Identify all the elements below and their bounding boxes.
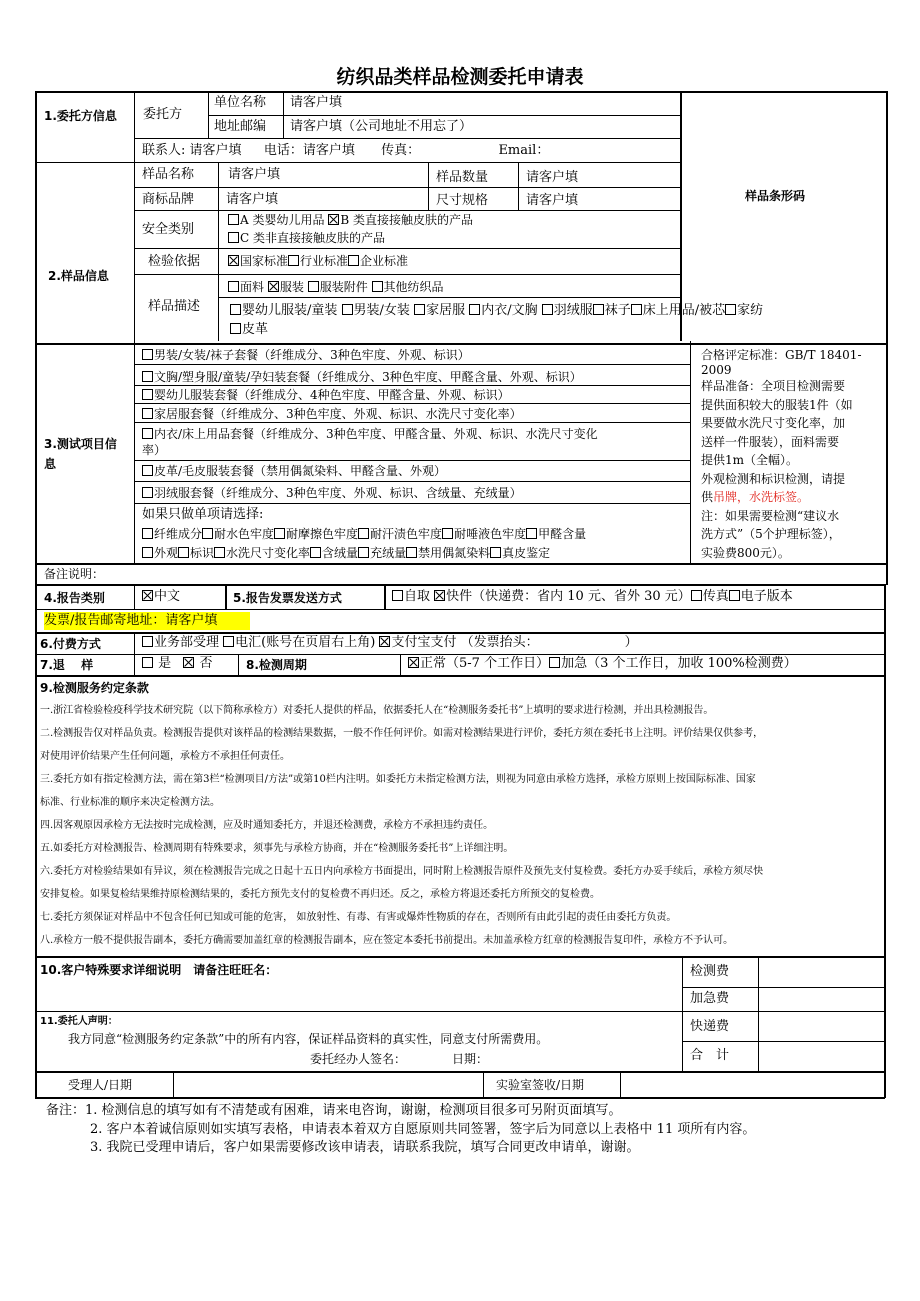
desc-baby-label: 婴幼儿服装/童装 xyxy=(242,303,338,318)
remark-box xyxy=(35,563,888,585)
basis-enterprise-checkbox[interactable] xyxy=(348,255,359,266)
inspection-basis-label: 检验依据 xyxy=(148,254,201,269)
basis-national-checkbox[interactable] xyxy=(228,255,239,266)
invoice-title-label: （发票抬头： xyxy=(460,635,539,650)
unit-name-label: 单位名称 xyxy=(214,95,267,110)
signature-label: 委托经办人签名： xyxy=(310,1052,407,1066)
safety-c-label: C 类非直接接触皮肤的产品 xyxy=(240,231,385,245)
single-azo-checkbox[interactable] xyxy=(406,547,417,558)
sample-desc-row-2 xyxy=(230,303,763,319)
desc-fabric-label: 面料 xyxy=(240,280,265,294)
payment-options xyxy=(142,635,638,651)
size-spec-label: 尺寸规格 xyxy=(436,193,489,208)
package-row-5-tail: 率） xyxy=(142,443,167,457)
brand-label: 商标品牌 xyxy=(142,192,195,207)
package-row-3 xyxy=(142,387,510,403)
package-7-checkbox[interactable] xyxy=(142,487,153,498)
package-2-label: 文胸/塑身服/童装/孕妇装套餐（纤维成分、3种色牢度、甲醛含量、外观、标识） xyxy=(154,370,582,384)
desc-socks-label: 袜子 xyxy=(604,303,631,318)
single-fiber-label: 纤维成分 xyxy=(154,527,203,541)
note-line: 提供面积较大的服装1件（如 xyxy=(701,397,853,412)
remark-label: 备注说明： xyxy=(44,567,105,581)
single-appearance-checkbox[interactable] xyxy=(142,547,153,558)
send-method-heading: 5.报告发票发送方式 xyxy=(233,591,342,605)
declaration-sign-row xyxy=(310,1051,488,1067)
footnote-2: 2. 客户本着诚信原则如实填写表格，申请表本着双方自愿原则共同签署，签字后为同意以上表格中 11 项所有内容。 xyxy=(90,1122,756,1137)
desc-men-women-label: 男装/女装 xyxy=(353,303,410,318)
address-value[interactable]: 请客户填（公司地址不用忘了） xyxy=(290,119,473,134)
single-formaldehyde-label: 甲醛含量 xyxy=(538,527,587,541)
single-rubbing-label: 耐摩擦色牢度 xyxy=(286,527,359,541)
desc-textile-checkbox[interactable] xyxy=(725,304,736,315)
single-fill-checkbox[interactable] xyxy=(358,547,369,558)
terms-line: 四.因客观原因承检方无法按时完成检测，应及时通知委托方，并退还检测费，承检方不承担违约责任。 xyxy=(40,820,494,831)
package-3-checkbox[interactable] xyxy=(142,389,153,400)
single-shrink-checkbox[interactable] xyxy=(214,547,225,558)
send-self-label: 自取 xyxy=(404,589,431,604)
note-line: 合格评定标准：GB/T 18401- xyxy=(701,348,862,362)
test-period-options xyxy=(408,656,797,672)
desc-other-checkbox[interactable] xyxy=(372,281,383,292)
terms-heading: 9.检测服务约定条款 xyxy=(40,681,149,695)
send-method-options xyxy=(392,589,793,605)
desc-accessory-checkbox[interactable] xyxy=(308,281,319,292)
send-electronic-checkbox[interactable] xyxy=(729,590,740,601)
note-line: 注：如果需要检测“建议水 xyxy=(701,508,840,523)
package-7-label: 羽绒服套餐（纤维成分、3种色牢度、外观、标识、含绒量、充绒量） xyxy=(154,486,522,500)
single-label-label: 标识 xyxy=(190,546,215,560)
receiver-label: 受理人/日期 xyxy=(68,1078,133,1092)
desc-accessory-label: 服装附件 xyxy=(319,280,368,294)
report-chinese-label: 中文 xyxy=(154,589,181,604)
report-chinese-checkbox[interactable] xyxy=(142,590,153,601)
period-normal-label: 正常（5-7 个工作日） xyxy=(420,656,550,671)
note-provide: 供 xyxy=(701,490,714,504)
package-row-2 xyxy=(142,369,582,385)
invoice-title-close: ） xyxy=(624,635,638,650)
mail-address[interactable]: 发票/报告邮寄地址：请客户填 xyxy=(44,613,218,628)
section-1-heading: 1.委托方信息 xyxy=(44,109,117,123)
basis-national-label: 国家标准 xyxy=(240,254,289,268)
single-item-row-1 xyxy=(142,526,586,542)
note-line xyxy=(701,488,881,507)
return-no-checkbox[interactable] xyxy=(183,657,194,668)
single-down-content-label: 含绒量 xyxy=(322,546,359,560)
phone-label: 电话： xyxy=(263,143,303,158)
send-fax-label: 传真 xyxy=(702,589,729,604)
sample-name-label: 样品名称 xyxy=(142,167,195,182)
desc-textile-label: 家纺 xyxy=(737,303,764,318)
footnote-1: 备注：1. 检测信息的填写如有不清楚或有困难，请来电咨询，谢谢，检测项目很多可另附页面填写。 xyxy=(46,1103,622,1118)
test-period-heading: 8.检测周期 xyxy=(246,658,307,672)
note-line: 洗方式”（5个护理标签）， xyxy=(701,527,841,541)
contact-label: 联系人: xyxy=(142,143,186,158)
form-title: 纺织品类样品检测委托申请表 xyxy=(336,66,584,88)
desc-men-women-checkbox[interactable] xyxy=(342,304,353,315)
desc-other-label: 其他纺织品 xyxy=(383,280,444,294)
return-sample-heading: 7.退 样 xyxy=(40,658,94,672)
unit-name-value[interactable]: 请客户填 xyxy=(290,95,343,110)
package-4-checkbox[interactable] xyxy=(142,408,153,419)
terms-line: 安排复检。如果复检结果维持原检测结果的，委托方预先支付的复检费不再归还。反之，承检方将退还委托方所预交的复检费。 xyxy=(40,889,600,900)
terms-line: 标准、行业标准的顺序来决定检测方法。 xyxy=(40,797,220,808)
package-row-4 xyxy=(142,406,522,422)
package-1-label: 男装/女装/袜子套餐（纤维成分、3种色牢度、外观、标识） xyxy=(154,348,470,362)
single-saliva-label: 耐唾液色牢度 xyxy=(454,527,527,541)
sample-desc-row-1 xyxy=(228,279,444,295)
single-sweat-label: 耐汗渍色牢度 xyxy=(370,527,443,541)
note-line: 样品准备：全项目检测需要 xyxy=(701,379,846,393)
barcode-label: 样品条形码 xyxy=(745,189,806,203)
period-urgent-checkbox[interactable] xyxy=(549,657,560,668)
safety-row-1 xyxy=(228,212,473,228)
single-item-row-2 xyxy=(142,545,550,561)
safety-a-label: A 类婴幼儿用品 xyxy=(240,213,325,227)
desc-garment-label: 服装 xyxy=(279,280,304,294)
basis-industry-checkbox[interactable] xyxy=(288,255,299,266)
package-5-checkbox[interactable] xyxy=(142,428,153,439)
package-5-label: 内衣/床上用品套餐（纤维成分、3种色牢度、甲醛含量、外观、标识、水洗尺寸变化 xyxy=(154,427,598,441)
lab-sign-label: 实验室签收/日期 xyxy=(496,1078,585,1092)
basis-enterprise-label: 企业标准 xyxy=(360,254,409,268)
return-yes-checkbox[interactable] xyxy=(142,657,153,668)
package-1-checkbox[interactable] xyxy=(142,349,153,360)
single-label-checkbox[interactable] xyxy=(178,547,189,558)
size-spec-value[interactable]: 请客户填 xyxy=(526,193,579,208)
package-row-7 xyxy=(142,485,522,501)
sign-date-label: 日期： xyxy=(452,1052,489,1066)
basis-industry-label: 行业标准 xyxy=(300,254,349,268)
special-request-heading: 10.客户特殊要求详细说明 请备注旺旺名： xyxy=(40,963,278,977)
return-yes-label: 是 xyxy=(158,656,172,671)
safety-row-2 xyxy=(228,230,385,246)
desc-garment-checkbox[interactable] xyxy=(268,281,279,292)
address-label: 地址邮编 xyxy=(214,119,267,134)
pay-wire-label: 电汇(账号在页眉右上角) xyxy=(235,635,376,650)
sample-qty-label: 样品数量 xyxy=(436,170,489,185)
report-type-heading: 4.报告类别 xyxy=(44,591,105,605)
desc-down-checkbox[interactable] xyxy=(542,304,553,315)
desc-down-label: 羽绒服 xyxy=(553,303,593,318)
test-notes xyxy=(701,347,881,562)
safety-b-label: B 类直接接触皮肤的产品 xyxy=(340,213,473,227)
pay-alipay-label: 支付宝支付 xyxy=(391,635,457,650)
desc-bedding-checkbox[interactable] xyxy=(631,304,642,315)
desc-homewear-label: 家居服 xyxy=(426,303,466,318)
sample-qty-value[interactable]: 请客户填 xyxy=(526,170,579,185)
terms-line: 对使用评价结果产生任何问题，承检方不承担任何责任。 xyxy=(40,751,290,762)
desc-socks-checkbox[interactable] xyxy=(593,304,604,315)
terms-line: 一.浙江省检验检疫科学技术研究院（以下简称承检方）对委托人提供的样品，依据委托人在“检测服务委托书”上填明的要求进行检测，并出具检测报告。 xyxy=(40,705,714,716)
pay-wire-checkbox[interactable] xyxy=(223,636,234,647)
single-saliva-checkbox[interactable] xyxy=(442,528,453,539)
note-line: 提供1m（全幅）。 xyxy=(701,453,799,467)
email-label: Email： xyxy=(498,143,550,158)
single-leather-label: 真皮鉴定 xyxy=(502,546,551,560)
safety-b-checkbox[interactable] xyxy=(328,214,339,225)
terms-line: 五.如委托方对检测报告、检测周期有特殊要求，须事先与承检方协商，并在“检测服务委托书”上详细注明。 xyxy=(40,843,514,854)
note-line: 2009 xyxy=(701,363,732,377)
single-water-checkbox[interactable] xyxy=(202,528,213,539)
report-lang xyxy=(142,589,180,605)
desc-underwear-checkbox[interactable] xyxy=(469,304,480,315)
single-fill-label: 充绒量 xyxy=(370,546,407,560)
pay-dept-label: 业务部受理 xyxy=(154,635,220,650)
safety-category-label: 安全类别 xyxy=(142,222,195,237)
single-water-label: 耐水色牢度 xyxy=(214,527,275,541)
single-formaldehyde-checkbox[interactable] xyxy=(526,528,537,539)
safety-c-checkbox[interactable] xyxy=(228,232,239,243)
desc-fabric-checkbox[interactable] xyxy=(228,281,239,292)
send-fax-checkbox[interactable] xyxy=(691,590,702,601)
contact-value[interactable]: 请客户填 xyxy=(189,143,242,158)
desc-leather-label: 皮革 xyxy=(242,322,269,337)
single-item-prompt: 如果只做单项请选择: xyxy=(142,507,264,522)
declaration-text: 我方同意“检测服务约定条款”中的所有内容，保证样品资料的真实性，同意支付所需费用。 xyxy=(68,1032,549,1046)
terms-line: 七.委托方须保证对样品中不包含任何已知或可能的危害， 如放射性、有毒、有害或爆炸性物质的存在，否则所有由此引起的责任由委托方负责。 xyxy=(40,912,677,923)
desc-baby-checkbox[interactable] xyxy=(230,304,241,315)
package-6-checkbox[interactable] xyxy=(142,465,153,476)
period-normal-checkbox[interactable] xyxy=(408,657,419,668)
fee-total-label: 合 计 xyxy=(690,1048,730,1063)
terms-line: 三.委托方如有指定检测方法，需在第3栏“检测项目/方法”或第10栏内注明。如委托方未指定检测方法，则视为同意由承检方选择，承检方原则上按国际标准、国家 xyxy=(40,774,756,785)
section-2-heading: 2.样品信息 xyxy=(48,269,109,283)
note-line: 外观检测和标识检测，请提 xyxy=(701,471,846,486)
footnote-3: 3. 我院已受理申请后，客户如果需要修改该申请表，请联系我院，填写合同更改申请单，谢谢。 xyxy=(90,1140,640,1155)
terms-line: 六.委托方对检验结果如有异议，须在检测报告完成之日起十五日内向承检方书面提出，同时附上检测报告原件及预先支付复检费。委托方办妥手续后，承检方须尽快 xyxy=(40,866,764,877)
send-express-checkbox[interactable] xyxy=(434,590,445,601)
terms-line: 二.检测报告仅对样品负责。检测报告提供对该样品的检测结果数据，一般不作任何评价。如需对检测结果进行评价，委托方须在委托书上注明。评价结果仅供参考， xyxy=(40,728,764,739)
single-azo-label: 禁用偶氮染料 xyxy=(418,546,491,560)
single-sweat-checkbox[interactable] xyxy=(358,528,369,539)
pay-dept-checkbox[interactable] xyxy=(142,636,153,647)
desc-underwear-label: 内衣/文胸 xyxy=(481,303,538,318)
single-rubbing-checkbox[interactable] xyxy=(274,528,285,539)
package-6-label: 皮革/毛皮服装套餐（禁用偶氮染料、甲醛含量、外观） xyxy=(154,464,447,478)
desc-homewear-checkbox[interactable] xyxy=(414,304,425,315)
sample-desc-label: 样品描述 xyxy=(148,299,201,314)
inspection-basis-options xyxy=(228,253,408,269)
brand-value[interactable]: 请客户填 xyxy=(226,192,279,207)
fee-urgent-label: 加急费 xyxy=(690,991,730,1006)
single-fiber-checkbox[interactable] xyxy=(142,528,153,539)
package-3-label: 婴幼儿服装套餐（纤维成分、4种色牢度、甲醛含量、外观、标识） xyxy=(154,388,510,402)
fee-inspection-label: 检测费 xyxy=(690,964,730,979)
note-line: 送样一件服装），面料需要 xyxy=(701,434,840,449)
period-urgent-label: 加急（3 个工作日，加收 100%检测费） xyxy=(561,656,797,671)
return-sample-options xyxy=(142,656,212,672)
fax-label: 传真： xyxy=(381,143,421,158)
declaration-heading: 11.委托人声明： xyxy=(40,1016,118,1027)
note-line: 果要做水洗尺寸变化率，加 xyxy=(701,416,846,430)
note-line: 实验费800元）。 xyxy=(701,545,790,560)
pay-alipay-checkbox[interactable] xyxy=(379,636,390,647)
send-electronic-label: 电子版本 xyxy=(740,589,793,604)
payment-heading: 6.付费方式 xyxy=(40,637,101,651)
safety-a-checkbox[interactable] xyxy=(228,214,239,225)
package-row-5 xyxy=(142,426,598,442)
phone-value[interactable]: 请客户填 xyxy=(302,143,355,158)
single-appearance-label: 外观 xyxy=(154,546,179,560)
package-2-checkbox[interactable] xyxy=(142,371,153,382)
package-row-1 xyxy=(142,347,470,363)
single-shrink-label: 水洗尺寸变化率 xyxy=(226,546,311,560)
sample-desc-row-3 xyxy=(230,322,268,338)
client-label: 委托方 xyxy=(143,107,183,122)
send-self-checkbox[interactable] xyxy=(392,590,403,601)
desc-leather-checkbox[interactable] xyxy=(230,323,241,334)
single-down-content-checkbox[interactable] xyxy=(310,547,321,558)
contact-row xyxy=(142,143,549,159)
section-3-heading: 3.测试项目信息 xyxy=(44,437,117,471)
terms-line: 八.承检方一般不提供报告副本，委托方确需要加盖红章的检测报告副本，应在签定本委托书前提出。未加盖承检方红章的检测报告复印件，承检方不予认可。 xyxy=(40,935,734,946)
return-no-label: 否 xyxy=(199,656,213,671)
send-express-label: 快件（快递费：省内 10 元、省外 30 元） xyxy=(446,589,691,604)
fee-express-label: 快递费 xyxy=(690,1019,730,1034)
package-4-label: 家居服套餐（纤维成分、3种色牢度、外观、标识、水洗尺寸变化率） xyxy=(154,407,522,421)
note-red: 吊牌，水洗标签。 xyxy=(713,490,810,504)
desc-bedding-label: 床上用品/被芯 xyxy=(642,303,726,318)
single-leather-checkbox[interactable] xyxy=(490,547,501,558)
package-row-6 xyxy=(142,463,446,479)
sample-name-value[interactable]: 请客户填 xyxy=(228,167,281,182)
